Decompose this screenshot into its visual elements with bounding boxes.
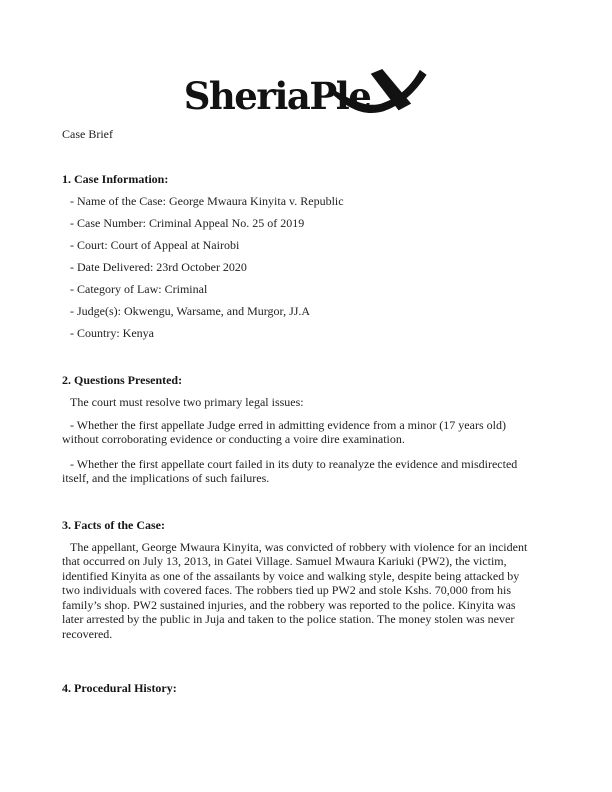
case-info-item-name: - Name of the Case: George Mwaura Kinyita v. Republic [70,193,344,208]
facts-paragraph: The appellant, George Mwaura Kinyita, was convicted of robbery with violence for an incident that occurred on July 13, 2013, in Gatei Village. Samuel Mwaura Kariuki (PW2), the victim, identified Kinyita as one of the assailants by voice and walking style, despite being attacked by two individuals with covered faces. The robbers tied up PW2 and stole Kshs. 70,000 from his family’s shop. PW2 sustained injuries, and the robbery was reported to the police. Kinyita was later arrested by the public in Juja and taken to the police station. The money stolen was never recovered. [62,539,528,641]
case-info-item-number: - Case Number: Criminal Appeal No. 25 of 2019 [70,215,305,230]
section-heading-case-information: 1. Case Information: [62,171,169,186]
section-heading-facts-of-the-case: 3. Facts of the Case: [62,517,165,532]
case-info-item-category: - Category of Law: Criminal [70,281,208,296]
document-type-label: Case Brief [62,127,113,141]
logo-text: SheriaPle [183,73,371,118]
question-item-2: - Whether the first appellate court failed in its duty to reanalyze the evidence and misdirected itself, and the implications of such failures. [62,456,518,485]
section-heading-procedural-history: 4. Procedural History: [62,681,177,695]
case-info-item-date: - Date Delivered: 23rd October 2020 [70,259,247,274]
document-body [0,127,612,696]
case-info-item-country: - Country: Kenya [70,325,154,340]
question-item-1: - Whether the first appellate Judge erred in admitting evidence from a minor (17 years old) without corroborating evidence or conducting a voire dire examination. [62,417,506,446]
case-info-item-judges: - Judge(s): Okwengu, Warsame, and Murgor, JJ.A [70,303,311,318]
case-info-item-court: - Court: Court of Appeal at Nairobi [70,237,240,252]
section-heading-questions-presented: 2. Questions Presented: [62,373,183,387]
logo-lockup [184,72,429,120]
questions-intro-text: The court must resolve two primary legal issues: [70,395,304,409]
logo-x-swoosh-icon [350,68,428,120]
sheriaplex-logo [0,0,612,122]
